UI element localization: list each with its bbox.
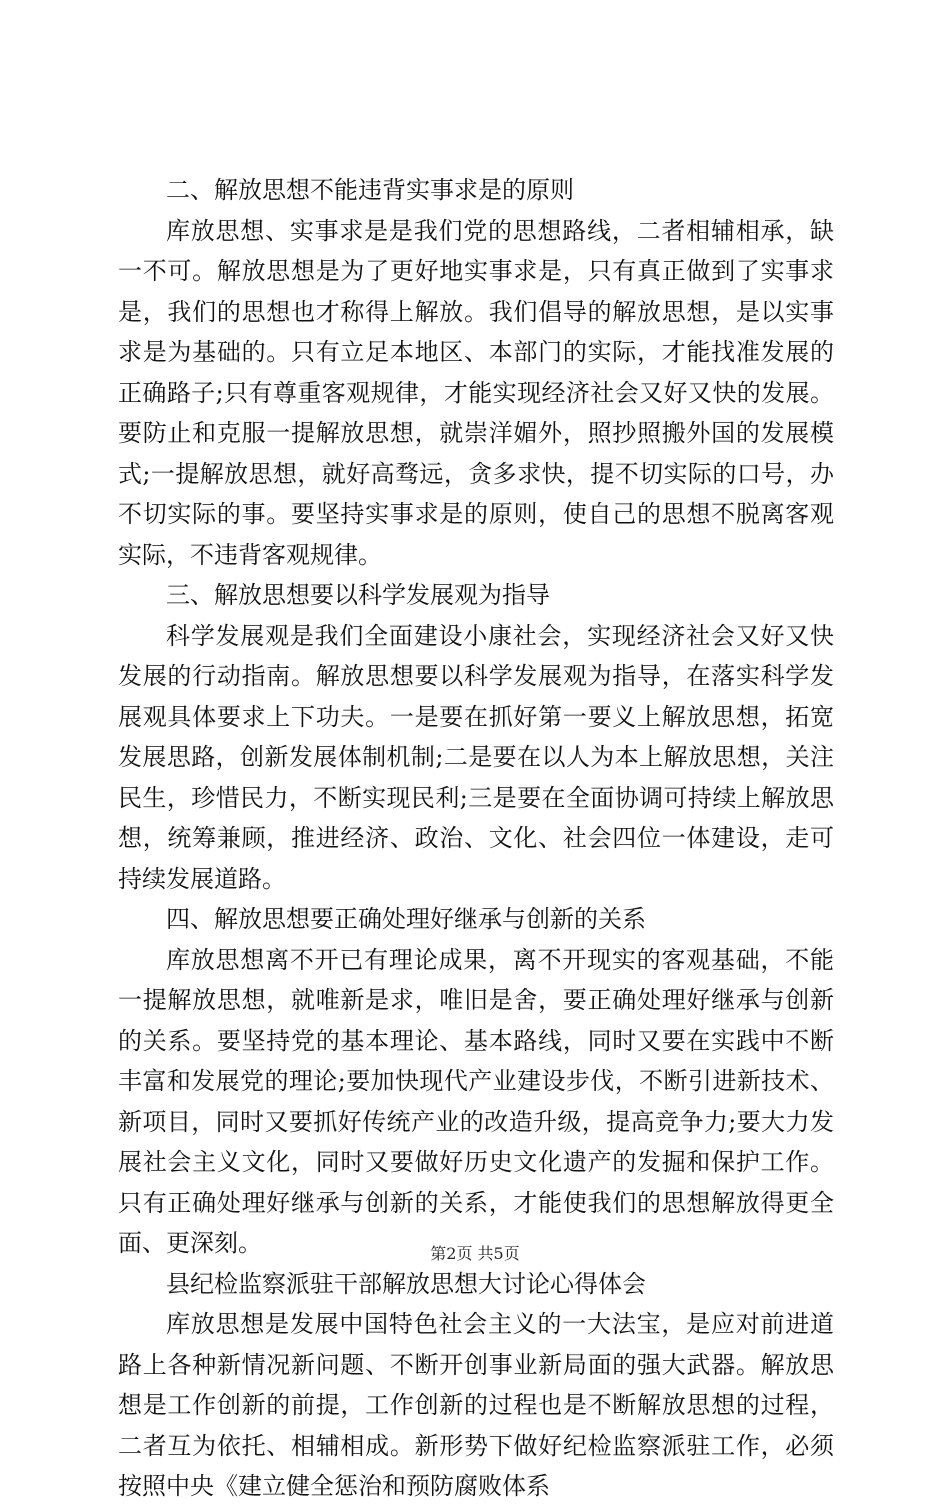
document-body — [118, 170, 834, 1507]
section-heading-2: 二、解放思想不能违背实事求是的原则 — [166, 176, 574, 204]
page-number-footer: 第2页 共5页 — [430, 1244, 520, 1263]
section-heading-4: 四、解放思想要正确处理好继承与创新的关系 — [166, 905, 646, 933]
paragraph-2: 科学发展观是我们全面建设小康社会，实现经济社会又好又快发展的行动指南。解放思想要以科学发展观为指导，在落实科学发展观具体要求上下功夫。一是要在抓好第一要义上解放思想，拓宽发展思路，创新发展体制机制;二是要在以人为本上解放思想，关注民生，珍惜民力，不断实现民利;三是要在全面协调可持续上解放思想，统筹兼顾，推进经济、政治、文化、社会四位一体建设，走可持续发展道路。 — [118, 621, 834, 893]
article-title: 县纪检监察派驻干部解放思想大讨论心得体会 — [166, 1269, 646, 1298]
paragraph-3: 库放思想离不开已有理论成果，离不开现实的客观基础，不能一提解放思想，就唯新是求，唯旧是舍，要正确处理好继承与创新的关系。要坚持党的基本理论、基本路线，同时又要在实践中不断丰富和发展党的理论;要加快现代产业建设步伐，不断引进新技术、新项目，同时又要抓好传统产业的改造升级，提高竞争力;要大力发展社会主义文化，同时又要做好历史文化遗产的发掘和保护工作。只有正确处理好继承与创新的关系，才能使我们的思想解放得更全面、更深刻。 — [118, 945, 834, 1257]
paragraph-4: 库放思想是发展中国特色社会主义的一大法宝，是应对前进道路上各种新情况新问题、不断开创事业新局面的强大武器。解放思想是工作创新的前提，工作创新的过程也是不断解放思想的过程，二者互为依托、相辅相成。新形势下做好纪检监察派驻工作，必须按照中央《建立健全惩治和预防腐败体系 — [118, 1310, 834, 1500]
paragraph-1: 库放思想、实事求是是我们党的思想路线，二者相辅相承，缺一不可。解放思想是为了更好地实事求是，只有真正做到了实事求是，我们的思想也才称得上解放。我们倡导的解放思想，是以实事求是为基础的。只有立足本地区、本部门的实际，才能找准发展的正确路子;只有尊重客观规律，才能实现经济社会又好又快的发展。要防止和克服一提解放思想，就崇洋媚外，照抄照搬外国的发展模式;一提解放思想，就好高骛远，贪多求快，提不切实际的口号，办不切实际的事。要坚持实事求是的原则，使自己的思想不脱离客观实际，不违背客观规律。 — [118, 216, 834, 569]
section-heading-3: 三、解放思想要以科学发展观为指导 — [166, 581, 550, 609]
